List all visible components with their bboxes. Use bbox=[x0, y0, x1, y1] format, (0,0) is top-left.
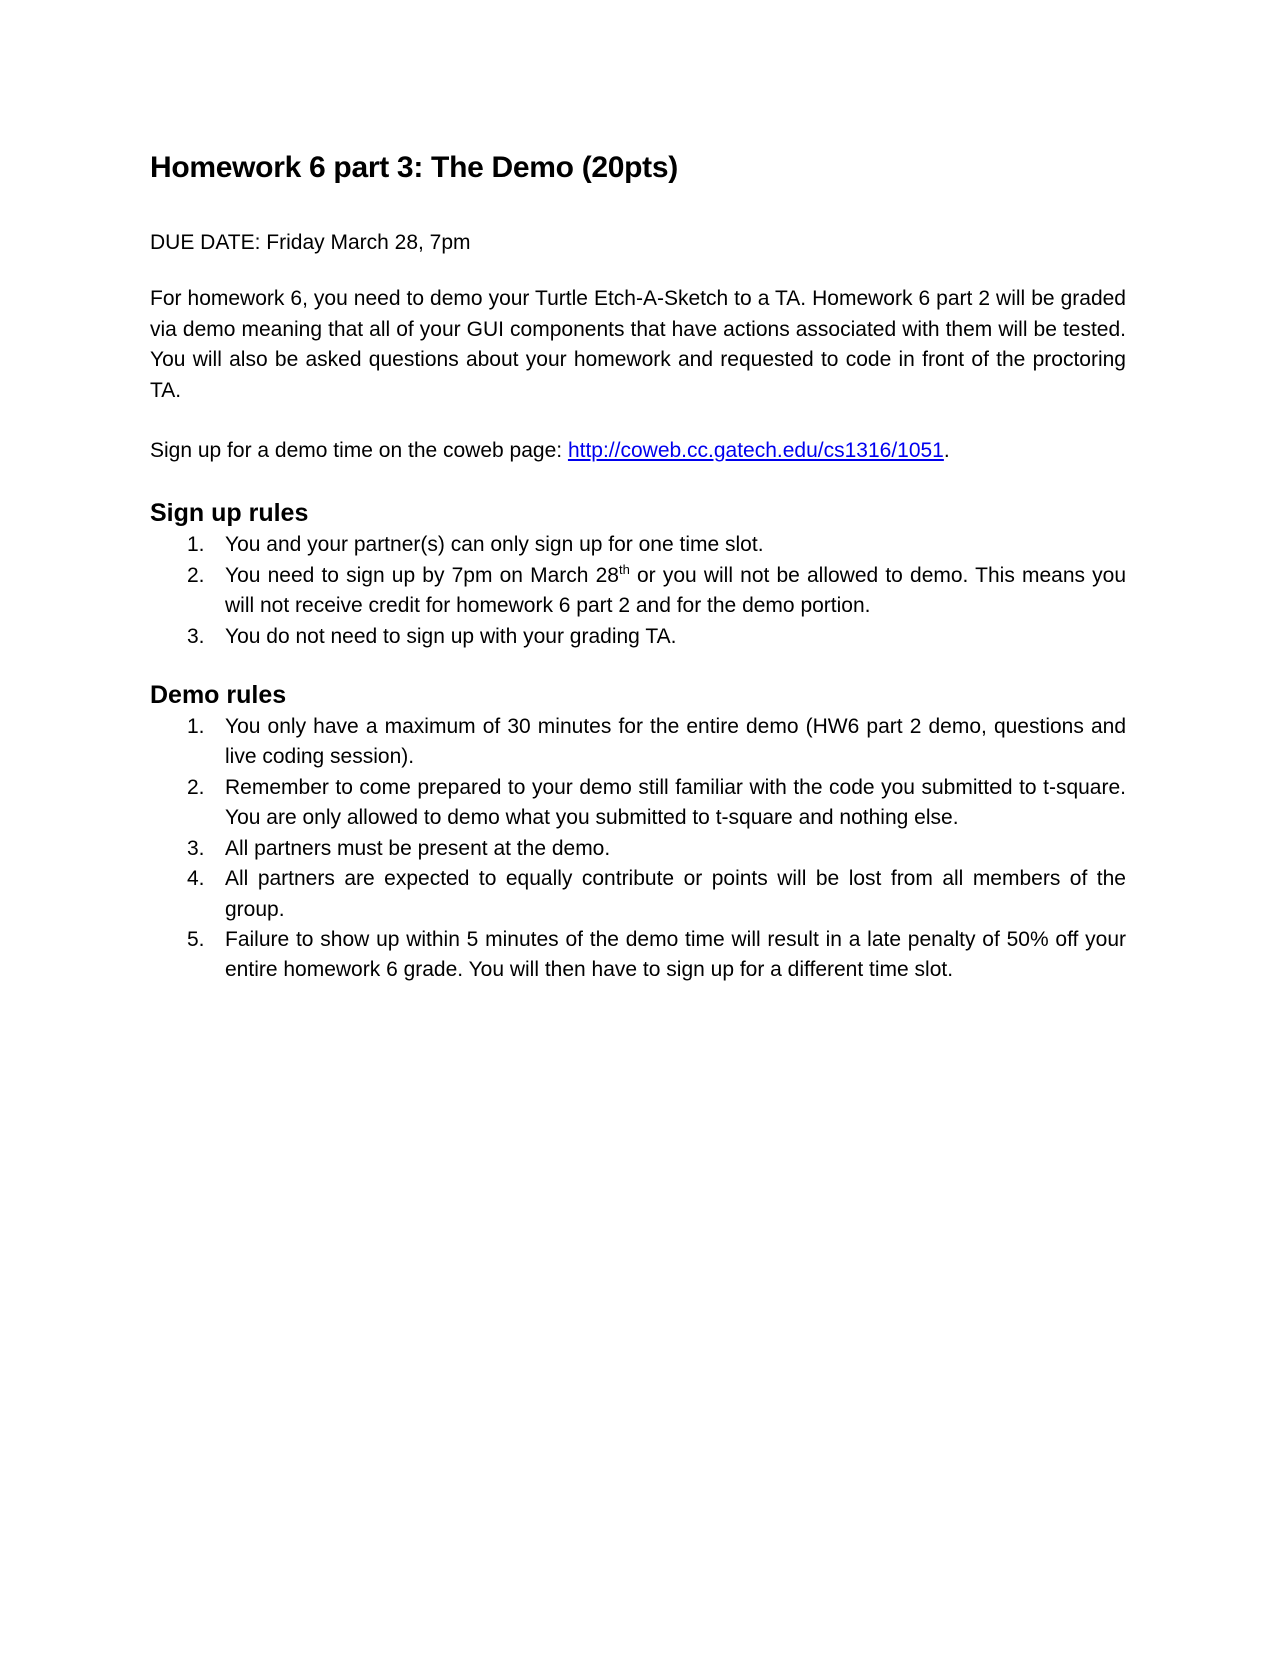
list-number: 3. bbox=[187, 624, 205, 648]
list-item-text: You need to sign up by 7pm on March 28 bbox=[225, 563, 619, 587]
due-date: DUE DATE: Friday March 28, 7pm bbox=[150, 231, 471, 254]
list-number: 3. bbox=[187, 836, 205, 860]
demo-rules-heading: Demo rules bbox=[150, 681, 287, 710]
list-item bbox=[150, 561, 1126, 622]
signup-rules-list bbox=[150, 530, 1126, 652]
intro-paragraph: For homework 6, you need to demo your Turtle Etch-A-Sketch to a TA. Homework 6 part 2 will be graded via demo meaning that all of your GUI components that have actions associated with them will be tested. You will also be asked questions about your homework and requested to code in front of the proctoring TA. bbox=[150, 287, 1126, 402]
list-item-text: You do not need to sign up with your grading TA. bbox=[225, 624, 677, 648]
signup-suffix: . bbox=[943, 439, 950, 463]
list-number: 2. bbox=[187, 563, 205, 587]
list-item bbox=[150, 773, 1126, 834]
list-number: 4. bbox=[187, 867, 205, 891]
list-item-text: All partners must be present at the demo. bbox=[225, 836, 611, 860]
list-item-text: Remember to come prepared to your demo still familiar with the code you submitted to t-square. You are only allowed to demo what you submitted to t-square and nothing else. bbox=[225, 775, 1126, 830]
superscript: th bbox=[619, 561, 630, 577]
list-number: 1. bbox=[187, 533, 205, 557]
list-number: 2. bbox=[187, 775, 205, 799]
list-item-text-cont: or you will not be allowed to demo. This means you will not receive credit for homework 6 part 2 and for the demo portion. bbox=[225, 563, 1127, 618]
page-title: Homework 6 part 3: The Demo (20pts) bbox=[150, 151, 678, 184]
list-item-text: You only have a maximum of 30 minutes for the entire demo (HW6 part 2 demo, questions and live coding session). bbox=[225, 715, 1126, 769]
signup-paragraph bbox=[150, 436, 1126, 466]
list-item bbox=[150, 712, 1126, 773]
list-item bbox=[150, 925, 1126, 986]
signup-rules-heading: Sign up rules bbox=[150, 499, 309, 528]
document-page bbox=[150, 148, 1126, 1012]
list-item bbox=[150, 864, 1126, 925]
signup-prefix: Sign up for a demo time on the coweb page: bbox=[150, 439, 568, 463]
list-item-text: You and your partner(s) can only sign up for one time slot. bbox=[225, 533, 764, 557]
list-item-text: All partners are expected to equally contribute or points will be lost from all members of the group. bbox=[225, 867, 1126, 921]
list-number: 1. bbox=[187, 715, 205, 739]
list-item bbox=[150, 834, 1126, 864]
list-item bbox=[150, 530, 1126, 560]
list-item-text: Failure to show up within 5 minutes of the demo time will result in a late penalty of 50% off your entire homework 6 grade. You will then have to sign up for a different time slot. bbox=[225, 927, 1126, 982]
demo-rules-list bbox=[150, 712, 1126, 986]
list-item bbox=[150, 622, 1126, 652]
list-number: 5. bbox=[187, 927, 205, 951]
coweb-link[interactable]: http://coweb.cc.gatech.edu/cs1316/1051 bbox=[567, 439, 944, 463]
